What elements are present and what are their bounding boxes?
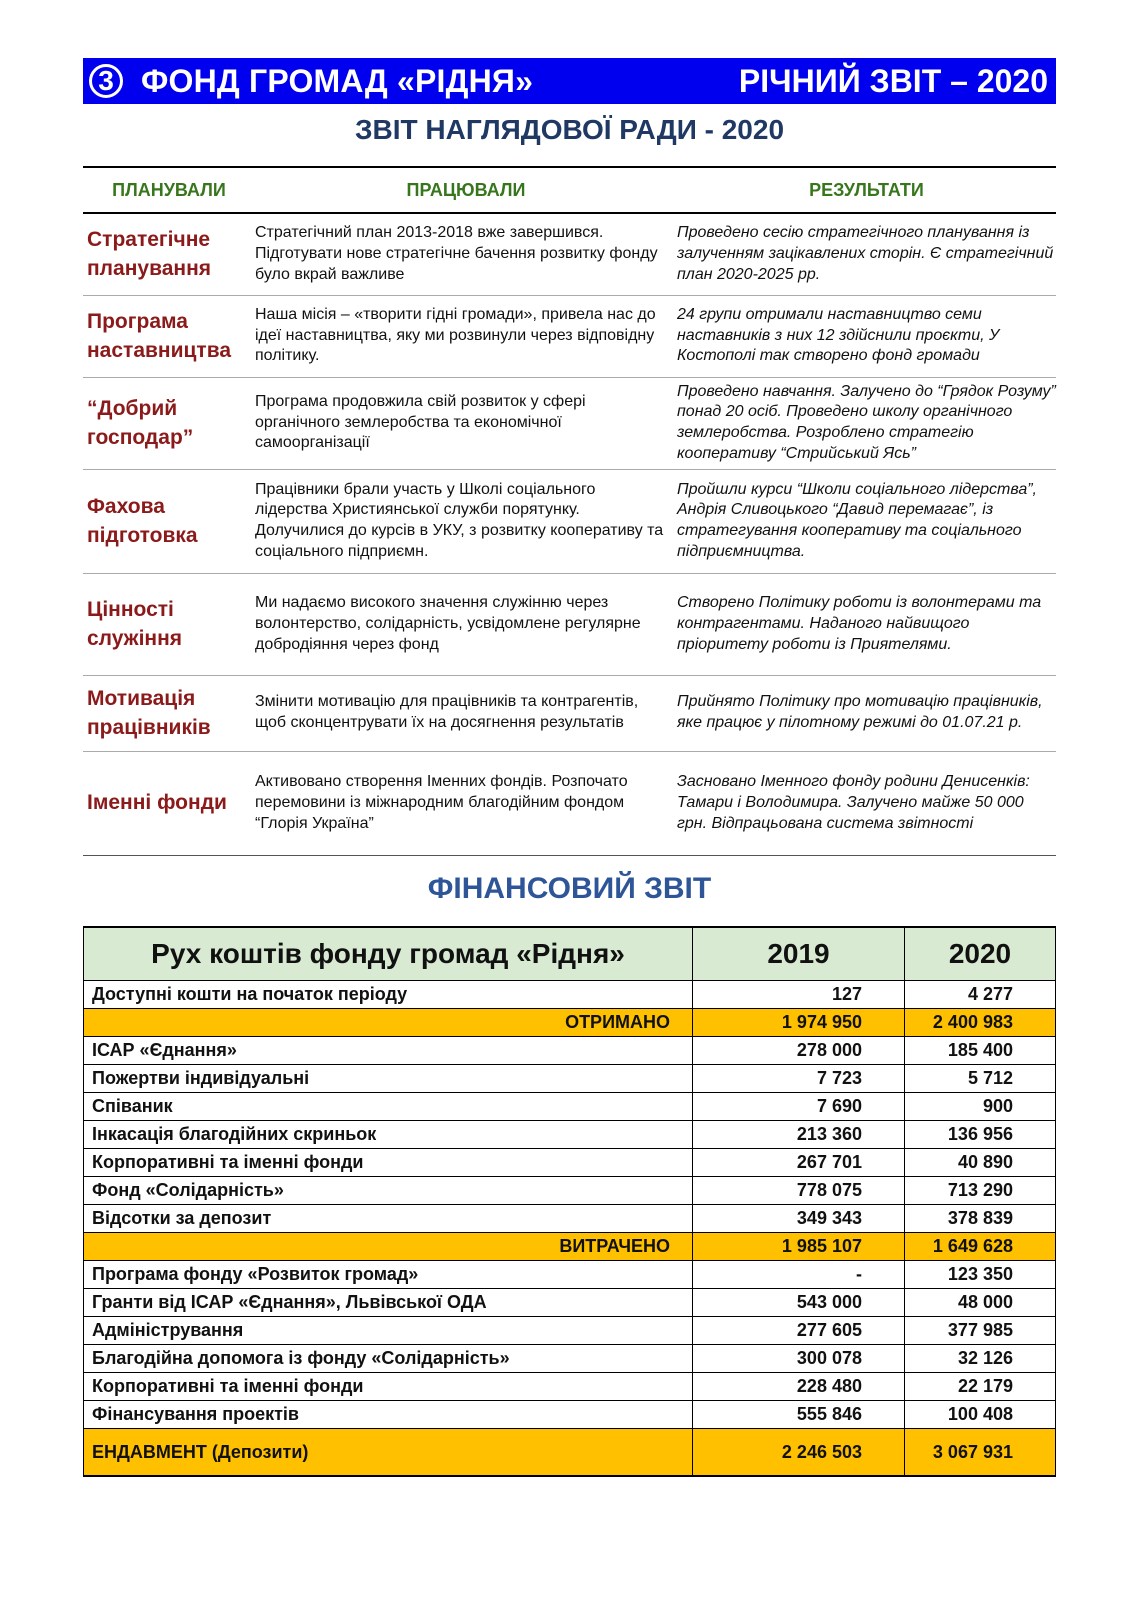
financial-header-2019: 2019 — [693, 927, 905, 981]
value-2020: 22 179 — [905, 1373, 1056, 1401]
planned-cell: Цінності служіння — [83, 573, 255, 675]
table-row — [83, 377, 1056, 469]
table-row-endowment — [84, 1429, 1056, 1477]
row-label: ВИТРАЧЕНО — [84, 1233, 693, 1261]
value-2019: 543 000 — [693, 1289, 905, 1317]
supervisory-table — [83, 166, 1056, 856]
table-row — [84, 1401, 1056, 1429]
value-2019: 7 690 — [693, 1093, 905, 1121]
row-label: ОТРИМАНО — [84, 1009, 693, 1037]
column-header-planned: ПЛАНУВАЛИ — [83, 167, 255, 213]
row-label: Корпоративні та іменні фонди — [84, 1373, 693, 1401]
planned-cell: Мотивація працівників — [83, 675, 255, 751]
value-2019: 213 360 — [693, 1121, 905, 1149]
value-2019: 2 246 503 — [693, 1429, 905, 1477]
table-row — [83, 295, 1056, 377]
value-2019: 349 343 — [693, 1205, 905, 1233]
value-2020: 3 067 931 — [905, 1429, 1056, 1477]
table-row — [83, 675, 1056, 751]
financial-table-body — [84, 927, 1056, 1476]
planned-cell: Іменні фонди — [83, 751, 255, 855]
table-row — [84, 1037, 1056, 1065]
worked-cell: Змінити мотивацію для працівників та контрагентів, щоб сконцентрувати їх на досягнення результатів — [255, 675, 677, 751]
results-cell: Проведено сесію стратегічного планування із залученням зацікавлених сторін. Є стратегічний план 2020-2025 рр. — [677, 213, 1056, 295]
value-2020: 48 000 — [905, 1289, 1056, 1317]
row-label: Пожертви індивідуальні — [84, 1065, 693, 1093]
value-2019: 277 605 — [693, 1317, 905, 1345]
table-row — [84, 1345, 1056, 1373]
table-row — [83, 213, 1056, 295]
value-2020: 1 649 628 — [905, 1233, 1056, 1261]
row-label: Доступні кошти на початок періоду — [84, 981, 693, 1009]
financial-table — [83, 926, 1056, 1477]
row-label: ІСАР «Єднання» — [84, 1037, 693, 1065]
value-2020: 900 — [905, 1093, 1056, 1121]
worked-cell: Активовано створення Іменних фондів. Розпочато перемовини із міжнародним благодійним фондом “Глорія Україна” — [255, 751, 677, 855]
table-row — [84, 1289, 1056, 1317]
value-2020: 5 712 — [905, 1065, 1056, 1093]
value-2020: 136 956 — [905, 1121, 1056, 1149]
planned-cell: Фахова підготовка — [83, 469, 255, 573]
table-row — [84, 1177, 1056, 1205]
table-row — [83, 573, 1056, 675]
column-header-worked: ПРАЦЮВАЛИ — [255, 167, 677, 213]
table-row — [83, 469, 1056, 573]
report-title: РІЧНИЙ ЗВІТ – 2020 — [738, 62, 1048, 99]
value-2019: 1 974 950 — [693, 1009, 905, 1037]
worked-cell: Ми надаємо високого значення служінню через волонтерство, солідарність, усвідомлене регулярне добродіяння через фонд — [255, 573, 677, 675]
row-label: Фонд «Солідарність» — [84, 1177, 693, 1205]
supervisory-table-header — [83, 167, 1056, 213]
row-label: Відсотки за депозит — [84, 1205, 693, 1233]
value-2020: 32 126 — [905, 1345, 1056, 1373]
banner-left — [89, 63, 533, 100]
value-2019: 778 075 — [693, 1177, 905, 1205]
row-label: ЕНДАВМЕНТ (Депозити) — [84, 1429, 693, 1477]
column-header-results: РЕЗУЛЬТАТИ — [677, 167, 1056, 213]
supervisory-report-title: ЗВІТ НАГЛЯДОВОЇ РАДИ - 2020 — [354, 114, 785, 145]
financial-header-2020: 2020 — [905, 927, 1056, 981]
row-label: Гранти від ІСАР «Єднання», Львівської ОДА — [84, 1289, 693, 1317]
table-row — [84, 1317, 1056, 1345]
financial-table-header — [84, 927, 1056, 981]
table-row — [84, 1065, 1056, 1093]
worked-cell: Стратегічний план 2013-2018 вже завершився. Підготувати нове стратегічне бачення розвитку фонду було вкрай важливе — [255, 213, 677, 295]
worked-cell: Програма продовжила свій розвиток у сфері органічного землеробства та економічної самоорганізації — [255, 377, 677, 469]
value-2020: 100 408 — [905, 1401, 1056, 1429]
value-2020: 4 277 — [905, 981, 1056, 1009]
table-row — [83, 751, 1056, 855]
results-cell: 24 групи отримали наставництво семи наставників з них 12 здійснили проєкти, У Костополі так створено фонд громади — [677, 295, 1056, 377]
value-2019: 267 701 — [693, 1149, 905, 1177]
results-cell: Створено Політику роботи із волонтерами та контрагентами. Наданого найвищого пріоритету роботи із Приятелями. — [677, 573, 1056, 675]
results-cell: Проведено навчання. Залучено до “Грядок Розуму” понад 20 осіб. Проведено школу органічного землеробства. Розроблено стратегію кооперативу “Стрийський Ясь” — [677, 377, 1056, 469]
row-label: Інкасація благодійних скриньок — [84, 1121, 693, 1149]
table-row — [84, 1149, 1056, 1177]
value-2019: 300 078 — [693, 1345, 905, 1373]
table-row — [84, 1093, 1056, 1121]
value-2020: 713 290 — [905, 1177, 1056, 1205]
row-label: Корпоративні та іменні фонди — [84, 1149, 693, 1177]
results-cell: Пройшли курси “Школи соціального лідерства”, Андрія Сливоцького “Давид перемагає”, із стратегування кооперативу та соціального підприємництва. — [677, 469, 1056, 573]
value-2019: - — [693, 1261, 905, 1289]
table-row — [84, 1205, 1056, 1233]
value-2019: 278 000 — [693, 1037, 905, 1065]
table-row — [84, 1121, 1056, 1149]
value-2020: 377 985 — [905, 1317, 1056, 1345]
value-2019: 7 723 — [693, 1065, 905, 1093]
row-label: Адміністрування — [84, 1317, 693, 1345]
value-2019: 228 480 — [693, 1373, 905, 1401]
results-cell: Засновано Іменного фонду родини Денисенків: Тамари і Володимира. Залучено майже 50 000 грн. Відпрацьована система звітності — [677, 751, 1056, 855]
table-row-subtotal — [84, 1233, 1056, 1261]
value-2019: 555 846 — [693, 1401, 905, 1429]
value-2020: 185 400 — [905, 1037, 1056, 1065]
planned-cell: Програма наставництва — [83, 295, 255, 377]
financial-header-label: Рух коштів фонду громад «Рідня» — [84, 927, 693, 981]
header-banner — [83, 58, 1056, 104]
value-2019: 1 985 107 — [693, 1233, 905, 1261]
value-2019: 127 — [693, 981, 905, 1009]
table-row-subtotal — [84, 1009, 1056, 1037]
worked-cell: Наша місія – «творити гідні громади», привела нас до ідеї наставництва, яку ми розвинули через відповідну політику. — [255, 295, 677, 377]
row-label: Фінансування проектів — [84, 1401, 693, 1429]
financial-report-title: ФІНАНСОВИЙ ЗВІТ — [427, 872, 712, 905]
row-label: Програма фонду «Розвиток громад» — [84, 1261, 693, 1289]
value-2020: 378 839 — [905, 1205, 1056, 1233]
row-label: Співаник — [84, 1093, 693, 1121]
table-row — [84, 1261, 1056, 1289]
table-row — [84, 1373, 1056, 1401]
value-2020: 2 400 983 — [905, 1009, 1056, 1037]
worked-cell: Працівники брали участь у Школі соціального лідерства Християнської служби порятунку. Долучилися до курсів в УКУ, з розвитку кооперативу та соціального підприємн. — [255, 469, 677, 573]
row-label: Благодійна допомога із фонду «Солідарність» — [84, 1345, 693, 1373]
value-2020: 123 350 — [905, 1261, 1056, 1289]
section-number-badge: 3 — [89, 64, 123, 98]
planned-cell: Стратегічне планування — [83, 213, 255, 295]
org-title: ФОНД ГРОМАД «РІДНЯ» — [141, 62, 534, 99]
value-2020: 40 890 — [905, 1149, 1056, 1177]
results-cell: Прийнято Політику про мотивацію працівників, яке працює у пілотному режимі до 01.07.21 р. — [677, 675, 1056, 751]
table-row — [84, 981, 1056, 1009]
planned-cell: “Добрий господар” — [83, 377, 255, 469]
